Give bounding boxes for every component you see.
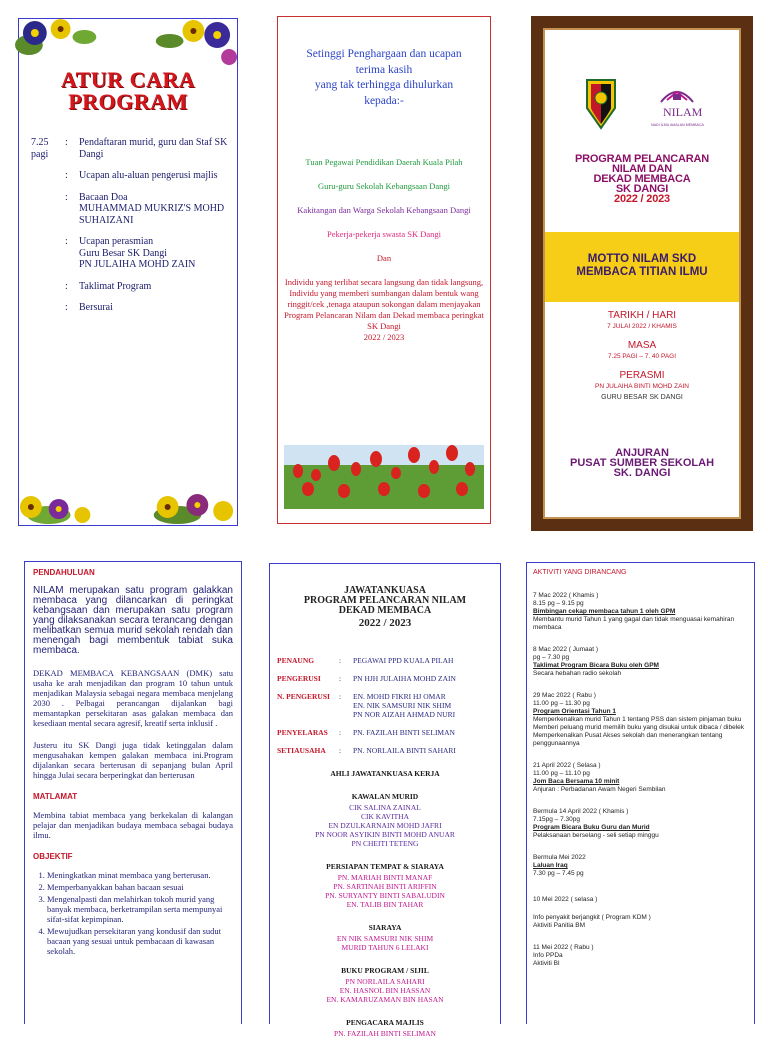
committee-group	[270, 923, 500, 952]
schedule-row: : Bersurai	[31, 302, 231, 314]
schedule-text: Ucapan alu-aluan pengerusi majlis	[79, 170, 218, 181]
activity-date: 21 April 2022 ( Selasa )	[533, 762, 601, 769]
paragraph: Membina tabiat membaca yang berkekalan di kalangan pelajar dan menjadikan budaya membaca sebagai budaya ilmu.	[33, 810, 233, 840]
activity-desc: Secara hebahan radio sekolah	[533, 670, 622, 677]
role-row: PENYELARAS : PN. FAZILAH BINTI SELIMAN	[277, 728, 496, 737]
activity-desc: Memperkenalkan murid Tahun 1 tentang PSS dan sistem pinjaman buku Memberi peluang murid memilih buku yang disukai untuk dibaca / dibelek Memperkenalkan Pusat Akses sekolah dan menerangkan tentang penggunaannya	[533, 716, 745, 747]
activity-desc: Anjuran : Perbadanan Awam Negeri Sembilan	[533, 786, 666, 793]
activity-item	[533, 592, 748, 632]
committee-roles	[277, 656, 496, 764]
role-row: PENAUNG : PEGAWAI PPD KUALA PILAH	[277, 656, 496, 665]
role-row: N. PENGERUSI : EN. MOHD FIKRI HJ OMAR EN. NIK SAMSURI NIK SHIM PN NOR AIZAH AHMAD NURI	[277, 692, 496, 719]
activity-item	[533, 762, 748, 794]
program-schedule	[31, 137, 231, 324]
heading-line: Setinggi Penghargaan dan ucapan	[306, 48, 462, 60]
activity-item	[533, 808, 748, 840]
schedule-row: : Bacaan Doa MUHAMMAD MUKRIZ'S MOHD SUHAIZANI	[31, 192, 231, 227]
tulip-field-image	[284, 445, 484, 509]
schedule-text: PN JULAIHA MOHD ZAIN	[79, 259, 196, 270]
activity-time: 11.00 pg – 11.30 pg	[533, 700, 590, 707]
group-member: PN. MARIAH BINTI MANAF	[337, 873, 433, 882]
cover-inner	[543, 28, 741, 519]
nilam-logo-text: NILAM	[663, 105, 703, 119]
activity-item	[533, 646, 748, 678]
logos	[545, 74, 741, 134]
role-row: SETIAUSAHA : PN. NORLAILA BINTI SAHARI	[277, 746, 496, 755]
activity-title: Program Bicara Buku Guru dan Murid	[533, 824, 650, 831]
organiser	[545, 448, 739, 478]
committee-group	[270, 792, 500, 848]
schedule-text: Pendaftaran murid, guru dan Staf SK Dangi	[79, 137, 228, 160]
activity-item	[533, 944, 748, 968]
group-member: EN. KAMARUZAMAN BIN HASAN	[326, 995, 444, 1004]
activity-item	[533, 692, 748, 748]
appreciation-item: Pekerja-pekerja swasta SK Dangi	[326, 229, 441, 239]
organiser-line: ANJURAN	[615, 447, 669, 459]
group-member: PN. SARTINAH BINTI ARIFFIN	[333, 882, 437, 891]
activity-desc: Info penyakit berjangkit ( Program KDM ) Aktiviti Panitia BM	[533, 914, 651, 929]
ajk-heading: AHLI JAWATANKUASA KERJA	[330, 769, 440, 778]
role-row: PENGERUSI : PN HJH JULAIHA MOHD ZAIN	[277, 674, 496, 683]
activity-date: Bermula 14 April 2022 ( Khamis )	[533, 808, 629, 815]
group-title: PERSIAPAN TEMPAT & SIARAYA	[326, 862, 444, 871]
date-value: 7 JULAI 2022 / KHAMIS	[607, 323, 677, 330]
schedule-row: 7.25 pagi : Pendaftaran murid, guru dan Staf SK Dangi	[31, 137, 231, 160]
pendahuluan-panel	[24, 561, 242, 1024]
schedule-text: Guru Besar SK Dangi	[79, 247, 168, 259]
program-title	[551, 154, 733, 204]
activity-time: pg – 7.30 pg	[533, 654, 570, 661]
group-member: PN. FAZILAH BINTI SELIMAN	[334, 1029, 436, 1038]
event-info	[545, 310, 739, 403]
aktiviti-panel	[526, 562, 755, 1024]
role-key: SETIAUSAHA	[277, 746, 326, 755]
committee-title-line: JAWATANKUASA	[344, 585, 426, 596]
activity-title: Program Orientasi Tahun 1	[533, 708, 616, 715]
group-member: EN DZULKARNAIN MOHD JAFRI	[328, 821, 442, 830]
group-member: PN. SURYANTY BINTI SABALUDIN	[325, 891, 445, 900]
activity-date: 8 Mac 2022 ( Jumaat )	[533, 646, 599, 653]
group-member: PN CHEITI TETENG	[351, 839, 419, 848]
appreciation-item: Dan	[376, 253, 392, 263]
penghargaan-panel	[277, 16, 491, 524]
schedule-text: Ucapan perasmian	[79, 236, 154, 247]
section-heading: MATLAMAT	[33, 792, 78, 801]
group-member: PN NORLAILA SAHARI	[345, 977, 425, 986]
paragraph: Justeru itu SK Dangi juga tidak ketinggalan dalam mengusahakan kempen galakan membaca ini.Program dijalankan secara berterusan di sepanjang bulan April hingga Julai secara berperingkat dan berterusan	[33, 740, 233, 780]
activities-heading: AKTIVITI YANG DIRANCANG	[533, 569, 627, 576]
logo-row	[545, 74, 739, 134]
cover-panel	[531, 16, 753, 531]
group-title: KAWALAN MURID	[351, 792, 419, 801]
activity-desc: 7.30 pg – 7.45 pg	[533, 870, 584, 877]
committee-group	[270, 862, 500, 909]
role-value: EN. NIK SAMSURI NIK SHIM	[353, 701, 452, 710]
nilam-tagline: NADI ILMU AMALAN MEMBACA	[651, 123, 704, 127]
group-member: PN NOOR ASYIKIN BINTI MOHD ANUAR	[315, 830, 455, 839]
role-value: PN HJH JULAIHA MOHD ZAIN	[353, 674, 456, 683]
title-line-1: ATUR CARA	[60, 67, 196, 92]
program-year: 2022 / 2023	[614, 193, 670, 205]
activity-title: Jom Baca Bersama 10 minit	[533, 778, 620, 785]
activity-desc: Membantu murid Tahun 1 yang gagal dan tidak menguasai kemahiran membaca	[533, 616, 735, 631]
role-value: PN NOR AIZAH AHMAD NURI	[353, 710, 456, 719]
motto-line: MEMBACA TITIAN ILMU	[576, 266, 708, 278]
organiser-line: SK. DANGI	[613, 467, 671, 479]
program-title-line: NILAM DAN	[612, 163, 672, 175]
ajk-heading-group	[270, 769, 500, 778]
heading-line: kepada:-	[364, 94, 404, 107]
section-heading: OBJEKTIF	[33, 852, 73, 861]
program-title-line: DEKAD MEMBACA	[593, 173, 691, 185]
group-member: CIK SALINA ZAINAL	[349, 803, 421, 812]
schedule-text: Taklimat Program	[79, 280, 152, 292]
activity-title: Taklimat Program Bicara Buku oleh GPM	[533, 662, 659, 669]
objective-item: 1. Meningkatkan minat membaca yang berterusan.	[47, 870, 233, 880]
program-title-line: PROGRAM PELANCARAN	[575, 153, 709, 165]
title-line-2: PROGRAM	[68, 89, 188, 114]
nilam-logo-icon	[661, 92, 693, 102]
group-member: CIK KAVITHA	[361, 812, 409, 821]
objective-item: 4. Mewujudkan persekitaran yang kondusif dan sudut bacaan yang sesuai untuk pembacaan di kawasan sekolah.	[47, 926, 233, 956]
role-value: EN. MOHD FIKRI HJ OMAR	[353, 692, 446, 701]
schedule-row: : Taklimat Program	[31, 281, 231, 293]
appreciation-item: Guru-guru Sekolah Kebangsaan Dangi	[318, 181, 450, 191]
activity-title: Bimbingan cekap membaca tahun 1 oleh GPM	[533, 608, 676, 615]
group-member: EN. TALIB BIN TAHAR	[346, 900, 424, 909]
appreciation-item: Individu yang terlibat secara langsung dan tidak langsung, Individu yang memberi sumbangan dalam bentuk wang ringgit/cek ,tenaga ataupun sokongan dalam menjayakan Program Pelancaran Nilam dan Dekad membaca peringkat SK Dangi 2022 / 2023	[284, 277, 484, 342]
official-title: GURU BESAR SK DANGI	[601, 394, 683, 401]
objective-list	[33, 870, 233, 956]
time-value: 7.25 PAGI – 7. 40 PAGI	[607, 353, 677, 360]
appreciation-item: Kakitangan dan Warga Sekolah Kebangsaan Dangi	[297, 205, 471, 215]
appreciation-list	[284, 157, 484, 356]
group-member: EN NIK SAMSURI NIK SHIM	[336, 934, 434, 943]
atur-cara-title	[19, 69, 237, 113]
committee-year: 2022 / 2023	[358, 617, 412, 629]
role-key: N. PENGERUSI	[277, 692, 330, 701]
activity-desc: Pelaksanaan berselang - seli setiap minggu	[533, 832, 659, 839]
time-label: MASA	[627, 340, 657, 351]
activity-date: Bermula Mei 2022	[533, 854, 586, 861]
activity-time: 7.15pg – 7.30pg	[533, 816, 580, 823]
group-title: BUKU PROGRAM / SIJIL	[341, 966, 429, 975]
role-value: PN. NORLAILA BINTI SAHARI	[353, 746, 456, 755]
objective-item: 2. Memperbanyakkan bahan bacaan sesuai	[47, 882, 233, 892]
organiser-line: PUSAT SUMBER SEKOLAH	[569, 457, 715, 469]
date-label: TARIKH / HARI	[607, 310, 677, 321]
schedule-text: Bersurai	[79, 302, 113, 313]
jawatankuasa-panel	[269, 563, 501, 1038]
paragraph: NILAM merupakan satu program galakkan membaca yang dilancarkan di peringkat kebangsaan dan merupakan satu program yang dilaksanakan secara terancang dengan melibatkan semua murid sekolah rendah dan menengah bagi membentuk tabiat suka membaca.	[33, 585, 233, 656]
state-crest-icon	[587, 80, 615, 128]
pansy-border-bottom	[19, 485, 237, 525]
group-title: SIARAYA	[368, 923, 402, 932]
activity-time: 8.15 pg – 9.15 pg	[533, 600, 584, 607]
heading-line: yang tak terhingga dihulurkan	[314, 79, 454, 91]
role-value: PEGAWAI PPD KUALA PILAH	[353, 656, 454, 665]
role-key: PENYELARAS	[277, 728, 328, 737]
group-member: MURID TAHUN 6 LELAKI	[341, 943, 429, 952]
schedule-text: Bacaan Doa	[79, 191, 128, 203]
activity-item	[533, 896, 748, 930]
activity-item	[533, 854, 748, 878]
motto-banner	[545, 232, 739, 302]
objective-item: 3. Mengenalpasti dan melahirkan tokoh murid yang banyak membaca, berketrampilan serta mempunyai sifat-sifat kepimpinan.	[47, 894, 233, 924]
activity-date: 11 Mei 2022 ( Rabu )	[533, 944, 594, 951]
activity-desc: Info PPDa Aktiviti BI	[533, 952, 563, 967]
committee-group	[270, 966, 500, 1004]
schedule-time: 7.25 pagi	[31, 137, 49, 160]
group-member: EN. HASNOL BIN HASSAN	[339, 986, 431, 995]
motto-line: MOTTO NILAM SKD	[587, 253, 697, 265]
appreciation-item: Tuan Pegawai Pendidikan Daerah Kuala Pilah	[305, 157, 463, 167]
committee-groups	[270, 769, 500, 1052]
appreciation-heading	[288, 47, 480, 109]
schedule-row: : Ucapan alu-aluan pengerusi majlis	[31, 170, 231, 182]
official-label: PERASMI	[619, 370, 665, 381]
activity-time: 11.00 pg – 11.10 pg	[533, 770, 590, 777]
role-value: PN. FAZILAH BINTI SELIMAN	[353, 728, 455, 737]
role-key: PENAUNG	[277, 656, 315, 665]
committee-title	[270, 586, 500, 630]
committee-group	[270, 1018, 500, 1038]
activity-title: Laluan Iraq	[533, 862, 568, 869]
atur-cara-panel	[18, 18, 238, 526]
activity-date: 7 Mac 2022 ( Khamis )	[533, 592, 599, 599]
pansy-border-top	[19, 19, 237, 67]
paragraph: DEKAD MEMBACA KEBANGSAAN (DMK) satu usaha ke arah menjadikan dan program 10 tahun untuk menjadikan Malaysia sebagai negara membaca menjelang 2030 . Pelbagai perancangan dijalankan bagi memantapkan persekitaran asas galakan membaca dan kesediaan mental secara agresif, kreatif serta inklusif .	[33, 668, 233, 728]
activity-date: 29 Mac 2022 ( Rabu )	[533, 692, 596, 699]
official-name: PN JULAIHA BINTI MOHD ZAIN	[595, 383, 689, 390]
section-heading: PENDAHULUAN	[33, 568, 95, 577]
group-title: PENGACARA MAJLIS	[346, 1018, 424, 1027]
committee-title-line: PROGRAM PELANCARAN NILAM	[303, 595, 467, 606]
role-key: PENGERUSI	[277, 674, 321, 683]
schedule-row: : Ucapan perasmian Guru Besar SK Dangi PN JULAIHA MOHD ZAIN	[31, 236, 231, 271]
heading-line: terima kasih	[355, 63, 413, 76]
program-title-line: SK DANGI	[615, 183, 669, 195]
activity-date: 10 Mei 2022 ( selasa )	[533, 896, 598, 903]
schedule-text: MUHAMMAD MUKRIZ'S MOHD SUHAIZANI	[79, 203, 225, 226]
committee-title-line: DEKAD MEMBACA	[338, 605, 432, 616]
